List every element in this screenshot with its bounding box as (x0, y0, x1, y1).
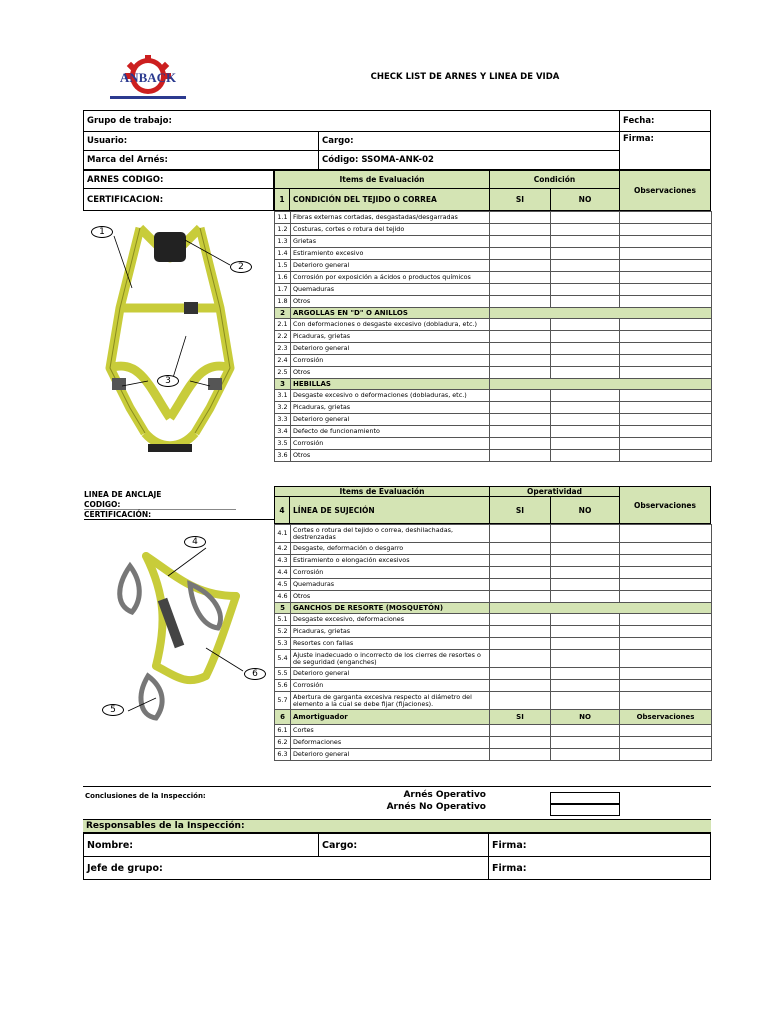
item-description: Deterioro general (291, 343, 490, 355)
observaciones-cell[interactable] (620, 402, 712, 414)
condicion-header: Condición (489, 170, 620, 189)
table-row (275, 390, 712, 402)
item-description: Abertura de garganta excesiva respecto al diámetro del elemento a la cual se debe fijar (fijaciones). (291, 692, 490, 710)
observaciones-cell[interactable] (620, 236, 712, 248)
si-cell[interactable] (490, 638, 551, 650)
table-row (275, 525, 712, 543)
observaciones-cell[interactable] (620, 426, 712, 438)
table-row (275, 355, 712, 367)
si-cell[interactable] (490, 579, 551, 591)
section-4-number: 4 (274, 496, 290, 524)
observaciones-cell[interactable] (620, 224, 712, 236)
responsables-header: Responsables de la Inspección: (83, 819, 711, 833)
table-row (275, 543, 712, 555)
si-cell[interactable] (490, 343, 551, 355)
item-number: 4.5 (275, 579, 291, 591)
item-number: 3.6 (275, 450, 291, 462)
item-description: Deterioro general (291, 260, 490, 272)
table-row (275, 343, 712, 355)
table-row (275, 650, 712, 668)
si-cell[interactable] (490, 438, 551, 450)
si-cell[interactable] (490, 737, 551, 749)
item-number: 3.4 (275, 426, 291, 438)
no-cell[interactable] (551, 555, 620, 567)
item-description: Desgaste, deformación o desgarro (291, 543, 490, 555)
si-cell[interactable] (490, 296, 551, 308)
si-cell[interactable] (490, 450, 551, 462)
no-cell[interactable] (551, 737, 620, 749)
si-cell[interactable] (490, 749, 551, 761)
table-row (275, 331, 712, 343)
no-cell[interactable] (551, 749, 620, 761)
item-number: 1.1 (275, 212, 291, 224)
item-description: Picaduras, grietas (291, 331, 490, 343)
section-header-fill (490, 379, 712, 390)
table-row (275, 367, 712, 379)
no-cell[interactable] (551, 626, 620, 638)
no-cell[interactable] (551, 402, 620, 414)
no-cell[interactable] (551, 390, 620, 402)
si-cell[interactable] (490, 284, 551, 296)
firma-field-2[interactable]: Firma: (488, 856, 711, 880)
cargo-label: Cargo: (318, 131, 620, 151)
table-row (275, 567, 712, 579)
item-number: 1.3 (275, 236, 291, 248)
items-header: Items de Evaluación (274, 170, 490, 189)
observaciones-cell[interactable] (620, 692, 712, 710)
item-number: 6.3 (275, 749, 291, 761)
callout-2: 2 (230, 261, 252, 273)
firma-label: Firma: (623, 134, 654, 144)
item-number: 5.6 (275, 680, 291, 692)
si-cell[interactable] (490, 248, 551, 260)
item-number: 2.4 (275, 355, 291, 367)
section-obs-header: Observaciones (620, 710, 712, 725)
operatividad-header: Operatividad (489, 486, 620, 497)
section-title: Amortiguador (291, 710, 490, 725)
no-cell[interactable] (551, 525, 620, 543)
table-row (275, 260, 712, 272)
certificacion-label: CERTIFICACION: (83, 188, 274, 211)
item-number: 5.4 (275, 650, 291, 668)
section-header-row (275, 308, 712, 319)
no-cell[interactable] (551, 248, 620, 260)
item-number: 5.1 (275, 614, 291, 626)
table-row (275, 284, 712, 296)
item-number: 2.2 (275, 331, 291, 343)
company-logo (106, 54, 190, 104)
observaciones-cell[interactable] (620, 725, 712, 737)
table-row (275, 426, 712, 438)
item-number: 1.5 (275, 260, 291, 272)
item-number: 1.6 (275, 272, 291, 284)
no-cell[interactable] (551, 426, 620, 438)
item-number: 4.3 (275, 555, 291, 567)
section-4-title: LÍNEA DE SUJECIÓN (289, 496, 490, 524)
item-number: 1.7 (275, 284, 291, 296)
item-description: Resortes con fallas (291, 638, 490, 650)
no-cell[interactable] (551, 614, 620, 626)
si-cell[interactable] (490, 236, 551, 248)
item-number: 2.5 (275, 367, 291, 379)
item-description: Deformaciones (291, 737, 490, 749)
observaciones-cell[interactable] (620, 555, 712, 567)
item-number: 2.1 (275, 319, 291, 331)
no-cell[interactable] (551, 414, 620, 426)
item-number: 5.5 (275, 668, 291, 680)
firma-field-1[interactable]: Firma: (488, 833, 711, 857)
no-cell[interactable] (551, 638, 620, 650)
section-header-row (275, 379, 712, 390)
callout-5: 5 (102, 704, 124, 716)
observaciones-cell[interactable] (620, 212, 712, 224)
item-description: Ajuste inadecuado o incorrecto de los cierres de resortes o de seguridad (enganches) (291, 650, 490, 668)
callout-1: 1 (91, 226, 113, 238)
item-description: Desgaste excesivo, deformaciones (291, 614, 490, 626)
si-cell[interactable] (490, 319, 551, 331)
item-description: Fibras externas cortadas, desgastadas/desgarradas (291, 212, 490, 224)
no-cell[interactable] (551, 450, 620, 462)
observaciones-header: Observaciones (619, 170, 711, 211)
no-operativo-label: Arnés No Operativo (386, 802, 486, 812)
table-row (275, 236, 712, 248)
no-cell[interactable] (551, 272, 620, 284)
no-header-2: NO (550, 496, 620, 524)
no-cell[interactable] (551, 284, 620, 296)
observaciones-cell[interactable] (620, 248, 712, 260)
table-row (275, 272, 712, 284)
table-row (275, 212, 712, 224)
item-number: 3.3 (275, 414, 291, 426)
observaciones-cell[interactable] (620, 680, 712, 692)
si-cell[interactable] (490, 543, 551, 555)
no-header: NO (550, 188, 620, 211)
cargo-field[interactable]: Cargo: (318, 833, 489, 857)
observaciones-cell[interactable] (620, 737, 712, 749)
item-number: 3.5 (275, 438, 291, 450)
table-row (275, 296, 712, 308)
jefe-grupo-field[interactable]: Jefe de grupo: (83, 856, 489, 880)
item-description: Cortes o rotura del tejido o correa, deshilachadas, destrenzadas (291, 525, 490, 543)
section-title: GANCHOS DE RESORTE (MOSQUETÓN) (291, 603, 490, 614)
lanyard-certificacion-label: CERTIFICACIÓN: (84, 510, 274, 520)
table-row (275, 591, 712, 603)
no-cell[interactable] (551, 668, 620, 680)
linea-anclaje-label: LINEA DE ANCLAJE (84, 490, 162, 499)
observaciones-cell[interactable] (620, 650, 712, 668)
item-description: Corrosión por exposición a ácidos o productos químicos (291, 272, 490, 284)
lanyard-codigo-label: CODIGO: (84, 500, 236, 510)
no-cell[interactable] (551, 692, 620, 710)
item-description: Costuras, cortes o rotura del tejido (291, 224, 490, 236)
table-row (275, 414, 712, 426)
observaciones-cell[interactable] (620, 626, 712, 638)
observaciones-cell[interactable] (620, 591, 712, 603)
si-header-2: SI (489, 496, 551, 524)
item-number: 3.1 (275, 390, 291, 402)
observaciones-cell[interactable] (620, 579, 712, 591)
no-operativo-checkbox[interactable] (550, 804, 620, 816)
observaciones-cell[interactable] (620, 614, 712, 626)
si-cell[interactable] (490, 692, 551, 710)
item-description: Deterioro general (291, 749, 490, 761)
table-row (275, 248, 712, 260)
item-description: Deterioro general (291, 668, 490, 680)
conclusiones-label: Conclusiones de la Inspección: (85, 792, 206, 800)
section-number: 3 (275, 379, 291, 390)
observaciones-cell[interactable] (620, 319, 712, 331)
table-row (275, 614, 712, 626)
item-description: Quemaduras (291, 579, 490, 591)
table-row (275, 737, 712, 749)
no-cell[interactable] (551, 212, 620, 224)
callout-3: 3 (157, 375, 179, 387)
si-cell[interactable] (490, 591, 551, 603)
table-row (275, 725, 712, 737)
no-cell[interactable] (551, 319, 620, 331)
no-cell[interactable] (551, 650, 620, 668)
no-cell[interactable] (551, 343, 620, 355)
item-description: Estiramiento excesivo (291, 248, 490, 260)
no-cell[interactable] (551, 543, 620, 555)
section-title: ARGOLLAS EN "D" O ANILLOS (291, 308, 490, 319)
item-description: Picaduras, grietas (291, 402, 490, 414)
callout-6: 6 (244, 668, 266, 680)
no-cell[interactable] (551, 725, 620, 737)
observaciones-cell[interactable] (620, 260, 712, 272)
item-description: Grietas (291, 236, 490, 248)
observaciones-cell[interactable] (620, 438, 712, 450)
item-number: 1.8 (275, 296, 291, 308)
no-cell[interactable] (551, 567, 620, 579)
item-number: 4.1 (275, 525, 291, 543)
items-header-2: Items de Evaluación (274, 486, 490, 497)
item-description: Quemaduras (291, 284, 490, 296)
section-header-fill (490, 308, 712, 319)
table-row (275, 692, 712, 710)
nombre-field[interactable]: Nombre: (83, 833, 319, 857)
no-cell[interactable] (551, 438, 620, 450)
operativo-label: Arnés Operativo (403, 790, 486, 800)
item-number: 3.2 (275, 402, 291, 414)
observaciones-header-2: Observaciones (619, 486, 711, 524)
item-number: 4.6 (275, 591, 291, 603)
section-1-number: 1 (274, 188, 290, 211)
no-cell[interactable] (551, 355, 620, 367)
no-cell[interactable] (551, 224, 620, 236)
si-cell[interactable] (490, 367, 551, 379)
harness-image (90, 218, 270, 458)
codigo-label: Código: SSOMA-ANK-02 (318, 150, 620, 170)
item-number: 5.7 (275, 692, 291, 710)
document-title: CHECK LIST DE ARNES Y LINEA DE VIDA (370, 72, 560, 82)
observaciones-cell[interactable] (620, 450, 712, 462)
item-description: Picaduras, grietas (291, 626, 490, 638)
si-cell[interactable] (490, 426, 551, 438)
observaciones-cell[interactable] (620, 525, 712, 543)
observaciones-cell[interactable] (620, 296, 712, 308)
si-cell[interactable] (490, 668, 551, 680)
no-cell[interactable] (551, 579, 620, 591)
table-row (275, 438, 712, 450)
si-cell[interactable] (490, 555, 551, 567)
observaciones-cell[interactable] (620, 343, 712, 355)
item-description: Corrosión (291, 438, 490, 450)
section-number: 2 (275, 308, 291, 319)
harness-items-table (274, 211, 712, 462)
logo-text: ANBACK (119, 70, 177, 85)
table-row (275, 749, 712, 761)
section-header-row (275, 603, 712, 614)
item-number: 1.2 (275, 224, 291, 236)
lanyard-items-table (274, 524, 712, 761)
observaciones-cell[interactable] (620, 414, 712, 426)
item-number: 4.4 (275, 567, 291, 579)
no-cell[interactable] (551, 680, 620, 692)
item-number: 4.2 (275, 543, 291, 555)
table-row (275, 319, 712, 331)
si-cell[interactable] (490, 272, 551, 284)
fecha-label: Fecha: (619, 110, 711, 132)
arnes-codigo-label: ARNES CODIGO: (83, 170, 274, 189)
si-cell[interactable] (490, 414, 551, 426)
marca-label: Marca del Arnés: (83, 150, 319, 170)
no-cell[interactable] (551, 331, 620, 343)
item-number: 5.3 (275, 638, 291, 650)
no-cell[interactable] (551, 367, 620, 379)
si-cell[interactable] (490, 390, 551, 402)
grupo-label: Grupo de trabajo: (83, 110, 620, 132)
section-1-title: CONDICIÓN DEL TEJIDO O CORREA (289, 188, 490, 211)
item-description: Cortes (291, 725, 490, 737)
table-row (275, 680, 712, 692)
table-row (275, 555, 712, 567)
si-cell[interactable] (490, 224, 551, 236)
item-description: Otros (291, 450, 490, 462)
section-header-fill (490, 603, 712, 614)
table-row (275, 579, 712, 591)
no-cell[interactable] (551, 260, 620, 272)
observaciones-cell[interactable] (620, 390, 712, 402)
section-no-header: NO (551, 710, 620, 725)
section-number: 5 (275, 603, 291, 614)
observaciones-cell[interactable] (620, 355, 712, 367)
item-number: 5.2 (275, 626, 291, 638)
observaciones-cell[interactable] (620, 638, 712, 650)
table-row (275, 626, 712, 638)
observaciones-cell[interactable] (620, 284, 712, 296)
observaciones-cell[interactable] (620, 543, 712, 555)
section-si-header: SI (490, 710, 551, 725)
table-row (275, 224, 712, 236)
usuario-label: Usuario: (83, 131, 319, 151)
callout-4: 4 (184, 536, 206, 548)
si-cell[interactable] (490, 525, 551, 543)
observaciones-cell[interactable] (620, 668, 712, 680)
table-row (275, 668, 712, 680)
table-row (275, 450, 712, 462)
si-cell[interactable] (490, 355, 551, 367)
no-cell[interactable] (551, 591, 620, 603)
si-cell[interactable] (490, 680, 551, 692)
observaciones-cell[interactable] (620, 331, 712, 343)
item-description: Corrosión (291, 680, 490, 692)
si-cell[interactable] (490, 260, 551, 272)
table-row (275, 638, 712, 650)
item-description: Con deformaciones o desgaste excesivo (dobladura, etc.) (291, 319, 490, 331)
item-description: Defecto de funcionamiento (291, 426, 490, 438)
si-cell[interactable] (490, 402, 551, 414)
item-description: Otros (291, 591, 490, 603)
section-title: HEBILLAS (291, 379, 490, 390)
si-cell[interactable] (490, 626, 551, 638)
item-description: Deterioro general (291, 414, 490, 426)
observaciones-cell[interactable] (620, 272, 712, 284)
item-description: Otros (291, 296, 490, 308)
table-row (275, 402, 712, 414)
section-number: 6 (275, 710, 291, 725)
section-header-row (275, 710, 712, 725)
si-header: SI (489, 188, 551, 211)
si-cell[interactable] (490, 650, 551, 668)
operativo-checkbox[interactable] (550, 792, 620, 804)
si-cell[interactable] (490, 212, 551, 224)
item-description: Estiramiento o elongación excesivos (291, 555, 490, 567)
item-description: Otros (291, 367, 490, 379)
firma-box (619, 131, 711, 170)
item-description: Desgaste excesivo o deformaciones (dobladuras, etc.) (291, 390, 490, 402)
item-number: 2.3 (275, 343, 291, 355)
footer-divider (83, 786, 711, 787)
item-description: Corrosión (291, 355, 490, 367)
observaciones-cell[interactable] (620, 567, 712, 579)
no-cell[interactable] (551, 236, 620, 248)
si-cell[interactable] (490, 331, 551, 343)
observaciones-cell[interactable] (620, 749, 712, 761)
si-cell[interactable] (490, 725, 551, 737)
item-number: 6.1 (275, 725, 291, 737)
item-number: 1.4 (275, 248, 291, 260)
no-cell[interactable] (551, 296, 620, 308)
item-number: 6.2 (275, 737, 291, 749)
si-cell[interactable] (490, 614, 551, 626)
observaciones-cell[interactable] (620, 367, 712, 379)
item-description: Corrosión (291, 567, 490, 579)
si-cell[interactable] (490, 567, 551, 579)
